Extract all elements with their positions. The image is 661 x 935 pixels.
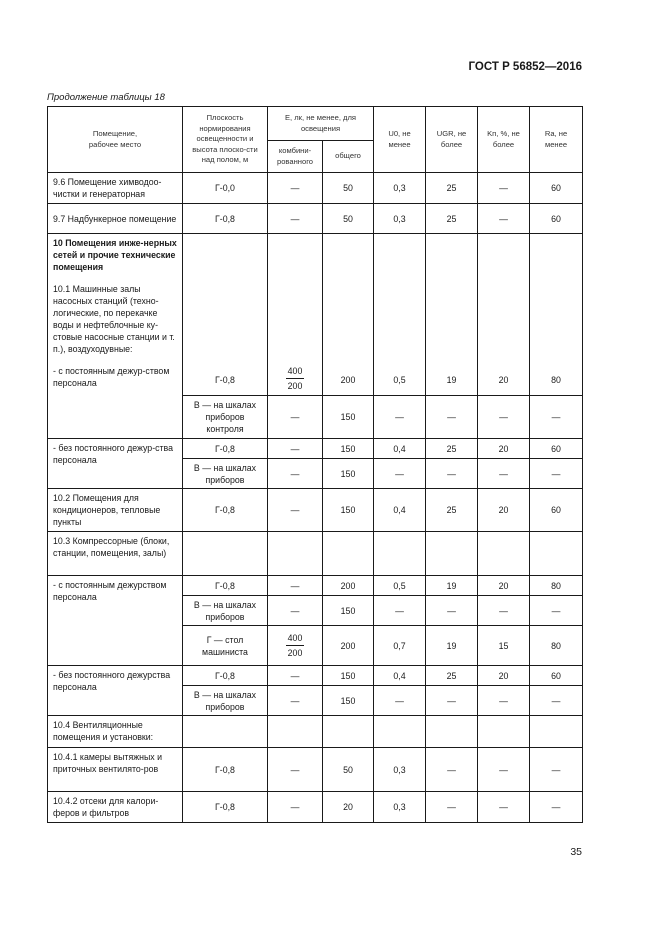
fraction-denominator: 200 <box>287 381 303 391</box>
cell-e-comb: — <box>268 686 323 716</box>
cell-plane: В — на шкалах приборов <box>183 459 268 489</box>
table-row <box>48 576 583 596</box>
cell-e-comb <box>268 234 323 396</box>
cell-ra: 80 <box>530 234 583 396</box>
cell-uo: 0,4 <box>374 489 426 532</box>
cell-e-comb: — <box>268 792 323 823</box>
cell-e-comb: — <box>268 576 323 596</box>
cell-plane: Г-0,8 <box>183 234 268 396</box>
cell-plane: В — на шкалах приборов контроля <box>183 396 268 439</box>
cell-kp: — <box>478 459 530 489</box>
cell-e-gen: 200 <box>323 234 374 396</box>
cell-e-comb: — <box>268 748 323 792</box>
empty-cell <box>183 532 268 576</box>
cell-e-comb: — <box>268 489 323 532</box>
cell-ugr: 19 <box>426 234 478 396</box>
cell-plane: Г-0,8 <box>183 576 268 596</box>
room-name: - с постоянным дежурством персонала <box>48 576 183 666</box>
section-title: 10 Помещения инже-нерных сетей и прочие технические помещения <box>53 238 177 272</box>
empty-cell <box>530 532 583 576</box>
cell-ugr: 19 <box>426 626 478 666</box>
cell-uo: 0,3 <box>374 792 426 823</box>
table-caption: Продолжение таблицы 18 <box>47 92 165 103</box>
cell-e-gen: 20 <box>323 792 374 823</box>
cell-e-gen: 150 <box>323 396 374 439</box>
table-row <box>48 234 583 396</box>
cell-ugr: 25 <box>426 489 478 532</box>
col-plane: Плоскость нормирования освещенности и высота плоско-сти над полом, м <box>183 107 268 173</box>
col-ugr: UGR, не более <box>426 107 478 173</box>
room-name: - с постоянным дежур-ством персонала <box>53 366 170 388</box>
cell-uo: 0,3 <box>374 204 426 234</box>
table-row <box>48 439 583 459</box>
room-name: 10.3 Компрессорные (блоки, станции, помещения, залы) <box>48 532 183 576</box>
col-kp: Kп, %, не более <box>478 107 530 173</box>
cell-uo: 0,3 <box>374 173 426 204</box>
cell-ugr: 25 <box>426 204 478 234</box>
cell-e-gen: 50 <box>323 204 374 234</box>
cell-ugr: — <box>426 792 478 823</box>
cell-kp: 15 <box>478 626 530 666</box>
cell-ra: — <box>530 396 583 439</box>
cell-e-gen: 50 <box>323 748 374 792</box>
cell-ugr: 25 <box>426 666 478 686</box>
fraction-numerator: 400 <box>286 365 305 379</box>
cell-plane: В — на шкалах приборов <box>183 686 268 716</box>
cell-ugr: 19 <box>426 576 478 596</box>
cell-plane: Г-0,8 <box>183 792 268 823</box>
cell-e-comb: — <box>268 439 323 459</box>
cell-plane: Г-0,0 <box>183 173 268 204</box>
cell-kp: 20 <box>478 666 530 686</box>
room-name: 10.2 Помещения для кондиционеров, тепловые пункты <box>48 489 183 532</box>
section-10-cell <box>48 234 183 439</box>
table-row <box>48 489 583 532</box>
col-e-group: E, лк, не менее, для освещения <box>268 107 374 141</box>
cell-ugr: 25 <box>426 439 478 459</box>
empty-cell <box>374 716 426 748</box>
cell-e-comb: — <box>268 204 323 234</box>
cell-e-comb: — <box>268 396 323 439</box>
cell-plane: В — на шкалах приборов <box>183 596 268 626</box>
cell-uo: — <box>374 596 426 626</box>
table-row <box>48 173 583 204</box>
cell-ra: — <box>530 459 583 489</box>
cell-ra: 60 <box>530 204 583 234</box>
cell-e-gen: 150 <box>323 596 374 626</box>
cell-e-gen: 150 <box>323 489 374 532</box>
table-row <box>48 748 583 792</box>
cell-e-gen: 50 <box>323 173 374 204</box>
cell-kp: — <box>478 173 530 204</box>
fraction <box>286 365 305 392</box>
cell-uo: 0,5 <box>374 576 426 596</box>
empty-cell <box>323 716 374 748</box>
cell-uo: 0,5 <box>374 234 426 396</box>
table-row <box>48 204 583 234</box>
cell-kp: 20 <box>478 439 530 459</box>
cell-e-gen: 150 <box>323 439 374 459</box>
fraction <box>286 632 305 659</box>
empty-cell <box>323 532 374 576</box>
cell-ugr: — <box>426 596 478 626</box>
col-room-label: Помещение, рабочее место <box>88 129 142 149</box>
fraction-numerator: 400 <box>286 632 305 646</box>
cell-plane: Г-0,8 <box>183 439 268 459</box>
cell-ugr: — <box>426 459 478 489</box>
cell-uo: 0,7 <box>374 626 426 666</box>
cell-ra: 60 <box>530 489 583 532</box>
col-e-gen: общего <box>323 141 374 173</box>
cell-kp: — <box>478 748 530 792</box>
empty-cell <box>426 532 478 576</box>
standard-number: ГОСТ Р 56852—2016 <box>468 61 582 73</box>
cell-kp: — <box>478 686 530 716</box>
cell-uo: — <box>374 459 426 489</box>
cell-ugr: — <box>426 686 478 716</box>
cell-e-gen: 200 <box>323 576 374 596</box>
cell-kp: — <box>478 396 530 439</box>
cell-kp: 20 <box>478 489 530 532</box>
room-name: - без постоянного дежур-ства персонала <box>48 439 183 489</box>
cell-ra: 60 <box>530 666 583 686</box>
table-row <box>48 716 583 748</box>
cell-ra: — <box>530 748 583 792</box>
col-ra: Ra, не менее <box>530 107 583 173</box>
cell-ra: 80 <box>530 576 583 596</box>
empty-cell <box>426 716 478 748</box>
cell-plane: Г-0,8 <box>183 748 268 792</box>
table-row <box>48 532 583 576</box>
empty-cell <box>478 716 530 748</box>
cell-kp: 20 <box>478 234 530 396</box>
cell-e-comb: — <box>268 459 323 489</box>
cell-e-gen: 150 <box>323 459 374 489</box>
col-room <box>48 107 183 173</box>
cell-ugr: 25 <box>426 173 478 204</box>
cell-ra: 60 <box>530 173 583 204</box>
cell-kp: — <box>478 792 530 823</box>
room-name: 9.7 Надбункерное помещение <box>48 204 183 234</box>
cell-ra: 80 <box>530 626 583 666</box>
empty-cell <box>183 716 268 748</box>
cell-kp: — <box>478 204 530 234</box>
room-name: 10.4 Вентиляционные помещения и установки: <box>48 716 183 748</box>
cell-e-gen: 150 <box>323 666 374 686</box>
empty-cell <box>268 532 323 576</box>
table-row <box>48 792 583 823</box>
room-name: - без постоянного дежурства персонала <box>48 666 183 716</box>
cell-plane: Г-0,8 <box>183 204 268 234</box>
room-name: 10.4.1 камеры вытяжных и приточных вентилято-ров <box>48 748 183 792</box>
cell-e-comb: — <box>268 666 323 686</box>
empty-cell <box>268 716 323 748</box>
cell-uo: — <box>374 396 426 439</box>
cell-e-comb: — <box>268 596 323 626</box>
empty-cell <box>478 532 530 576</box>
cell-plane: Г-0,8 <box>183 666 268 686</box>
illumination-table <box>47 106 583 823</box>
cell-ra: 60 <box>530 439 583 459</box>
cell-plane: Г — стол машиниста <box>183 626 268 666</box>
section-subtitle: 10.1 Машинные залы насосных станций (техно-логические, по перекачке воды и нефтеблочные ку-стовые насосные станции и т. п.), воздуходувные: <box>53 284 175 354</box>
cell-ra: — <box>530 686 583 716</box>
cell-uo: 0,4 <box>374 439 426 459</box>
cell-e-gen: 150 <box>323 686 374 716</box>
cell-uo: 0,4 <box>374 666 426 686</box>
room-name: 10.4.2 отсеки для калори-феров и фильтров <box>48 792 183 823</box>
cell-plane: Г-0,8 <box>183 489 268 532</box>
room-name: 9.6 Помещение химводоо-чистки и генераторная <box>48 173 183 204</box>
cell-kp: — <box>478 596 530 626</box>
cell-e-comb <box>268 626 323 666</box>
empty-cell <box>374 532 426 576</box>
fraction-denominator: 200 <box>287 648 303 658</box>
cell-ra: — <box>530 596 583 626</box>
page-number: 35 <box>570 846 582 858</box>
empty-cell <box>530 716 583 748</box>
cell-kp: 20 <box>478 576 530 596</box>
table-row <box>48 666 583 686</box>
cell-uo: — <box>374 686 426 716</box>
cell-e-comb: — <box>268 173 323 204</box>
cell-ugr: — <box>426 748 478 792</box>
col-uo: U0, не менее <box>374 107 426 173</box>
cell-ra: — <box>530 792 583 823</box>
cell-uo: 0,3 <box>374 748 426 792</box>
cell-e-gen: 200 <box>323 626 374 666</box>
cell-ugr: — <box>426 396 478 439</box>
col-e-comb: комбини-рованного <box>268 141 323 173</box>
